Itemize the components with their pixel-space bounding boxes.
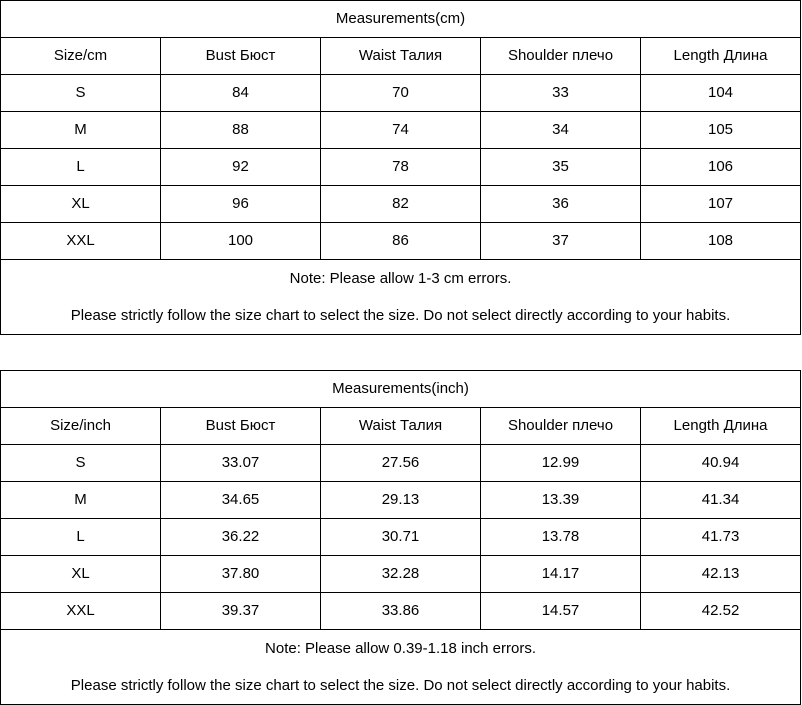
size-cell: XL <box>1 186 161 223</box>
bust-cell: 96 <box>161 186 321 223</box>
bust-cell: 33.07 <box>161 445 321 482</box>
waist-cell: 74 <box>321 112 481 149</box>
column-header-bust: Bust Бюст <box>161 408 321 445</box>
waist-cell: 33.86 <box>321 593 481 630</box>
table-title-row <box>1 1 801 38</box>
size-cell: M <box>1 482 161 519</box>
table-note-row <box>1 260 801 335</box>
table-note <box>1 260 801 335</box>
table-title: Measurements(cm) <box>1 1 801 38</box>
error-note: Note: Please allow 0.39-1.18 inch errors. <box>265 640 537 657</box>
table-row <box>1 149 801 186</box>
table-header-row <box>1 38 801 75</box>
length-cell: 40.94 <box>641 445 801 482</box>
table-row <box>1 482 801 519</box>
table-note <box>1 630 801 705</box>
length-cell: 108 <box>641 223 801 260</box>
bust-cell: 37.80 <box>161 556 321 593</box>
bust-cell: 92 <box>161 149 321 186</box>
table-row <box>1 445 801 482</box>
shoulder-cell: 33 <box>481 75 641 112</box>
table-row <box>1 593 801 630</box>
table-row <box>1 519 801 556</box>
bust-cell: 39.37 <box>161 593 321 630</box>
shoulder-cell: 14.57 <box>481 593 641 630</box>
waist-cell: 32.28 <box>321 556 481 593</box>
size-chart-cm-table <box>0 0 801 335</box>
shoulder-cell: 14.17 <box>481 556 641 593</box>
error-note: Note: Please allow 1-3 cm errors. <box>289 270 512 287</box>
size-cell: S <box>1 75 161 112</box>
shoulder-cell: 35 <box>481 149 641 186</box>
column-header-shoulder: Shoulder плечо <box>481 408 641 445</box>
column-header-bust: Bust Бюст <box>161 38 321 75</box>
length-cell: 42.13 <box>641 556 801 593</box>
size-instruction: Please strictly follow the size chart to select the size. Do not select directly according to your habits. <box>70 307 731 324</box>
size-instruction: Please strictly follow the size chart to select the size. Do not select directly according to your habits. <box>70 677 731 694</box>
bust-cell: 34.65 <box>161 482 321 519</box>
length-cell: 107 <box>641 186 801 223</box>
length-cell: 41.34 <box>641 482 801 519</box>
bust-cell: 84 <box>161 75 321 112</box>
size-cell: XXL <box>1 223 161 260</box>
size-cell: L <box>1 149 161 186</box>
table-note-row <box>1 630 801 705</box>
size-cell: XXL <box>1 593 161 630</box>
waist-cell: 86 <box>321 223 481 260</box>
table-row <box>1 112 801 149</box>
size-chart-inch-table <box>0 370 801 705</box>
waist-cell: 30.71 <box>321 519 481 556</box>
column-header-size: Size/cm <box>1 38 161 75</box>
table-title: Measurements(inch) <box>1 371 801 408</box>
length-cell: 106 <box>641 149 801 186</box>
column-header-size: Size/inch <box>1 408 161 445</box>
column-header-length: Length Длина <box>641 408 801 445</box>
shoulder-cell: 12.99 <box>481 445 641 482</box>
size-cell: S <box>1 445 161 482</box>
bust-cell: 100 <box>161 223 321 260</box>
bust-cell: 88 <box>161 112 321 149</box>
bust-cell: 36.22 <box>161 519 321 556</box>
size-cell: L <box>1 519 161 556</box>
column-header-length: Length Длина <box>641 38 801 75</box>
waist-cell: 78 <box>321 149 481 186</box>
length-cell: 105 <box>641 112 801 149</box>
waist-cell: 70 <box>321 75 481 112</box>
table-row <box>1 223 801 260</box>
size-cell: M <box>1 112 161 149</box>
length-cell: 42.52 <box>641 593 801 630</box>
table-row <box>1 186 801 223</box>
shoulder-cell: 34 <box>481 112 641 149</box>
shoulder-cell: 13.78 <box>481 519 641 556</box>
waist-cell: 27.56 <box>321 445 481 482</box>
table-title-row <box>1 371 801 408</box>
column-header-shoulder: Shoulder плечо <box>481 38 641 75</box>
column-header-waist: Waist Талия <box>321 408 481 445</box>
waist-cell: 29.13 <box>321 482 481 519</box>
table-row <box>1 75 801 112</box>
shoulder-cell: 37 <box>481 223 641 260</box>
shoulder-cell: 36 <box>481 186 641 223</box>
length-cell: 104 <box>641 75 801 112</box>
table-row <box>1 556 801 593</box>
size-cell: XL <box>1 556 161 593</box>
shoulder-cell: 13.39 <box>481 482 641 519</box>
table-header-row <box>1 408 801 445</box>
column-header-waist: Waist Талия <box>321 38 481 75</box>
length-cell: 41.73 <box>641 519 801 556</box>
waist-cell: 82 <box>321 186 481 223</box>
